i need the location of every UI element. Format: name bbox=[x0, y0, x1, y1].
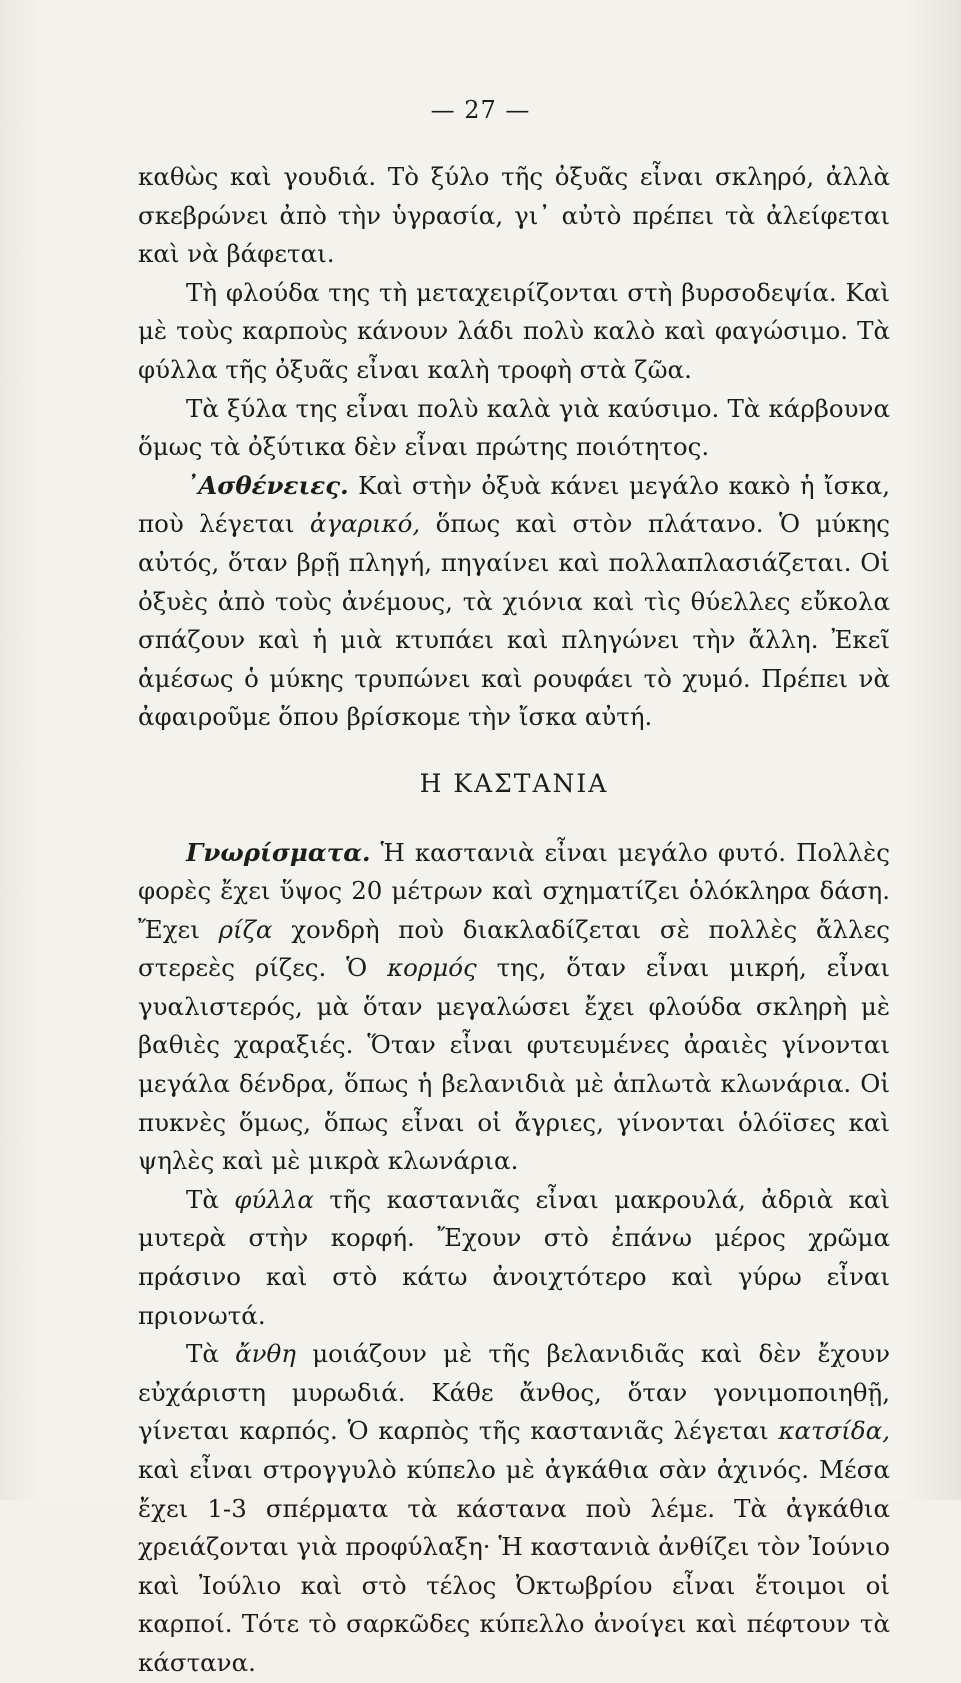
chestnut-paragraph-leaves bbox=[138, 1181, 890, 1335]
diseases-text-a: Καὶ στὴν ὀξυὰ κάνει μεγάλο κακὸ ἡ ἴσκα, ποὺ λέγεται bbox=[138, 470, 890, 539]
oak-paragraph-bark: Τὴ φλούδα της τὴ μεταχειρίζονται στὴ βυρσοδεψία. Καὶ μὲ τοὺς καρποὺς κάνουν λάδι πολὺ καλὸ καὶ φαγώσιμο. Τὰ φύλλα τῆς ὀξυᾶς εἶναι καλὴ τροφὴ στὰ ζῶα. bbox=[138, 277, 890, 384]
diseases-term: ἀγαρικό, bbox=[309, 509, 421, 539]
page-number: — 27 — bbox=[430, 96, 531, 124]
features-term-trunk: κορμός bbox=[387, 953, 477, 983]
chestnut-section-title: Η ΚΑΣΤΑΝΙΑ bbox=[419, 768, 609, 798]
features-term-root: ρίζα bbox=[218, 914, 273, 944]
leaves-text-a: Τὰ bbox=[186, 1184, 235, 1214]
flowers-text-c: καὶ εἶναι στρογγυλὸ κύπελο μὲ ἀγκάθια σὰν ἀχινός. Μέσα ἔχει 1-3 σπέρματα τὰ κάστανα ποὺ λέμε. Τὰ ἀγκάθια χρειάζονται γιὰ προφύλαξη· Ἡ καστανιὰ ἀνθίζει τὸν Ἰούνιο καὶ Ἰούλιο καὶ στὸ τέλος Ὀκτωβρίου εἶναι ἕτοιμοι οἱ καρποί. Τότε τὸ σαρκῶδες κύπελλο ἀνοίγει καὶ πέφτουν τὰ κάστανα. bbox=[138, 1455, 890, 1677]
diseases-heading: ᾿Ασθένειες. bbox=[186, 470, 349, 500]
oak-paragraph-fuel: Τὰ ξύλα της εἶναι πολὺ καλὰ γιὰ καύσιμο. Τὰ κάρβουνα ὅμως τὰ ὀξύτικα δὲν εἶναι πρώτης ποιότητος. bbox=[138, 393, 890, 462]
features-text-a: Ἡ καστανιὰ εἶναι μεγάλο φυτό. Πολλὲς φορὲς ἔχει ὕψος 20 μέτρων καὶ σχηματίζει ὁλόκληρα δάση. Ἔχει bbox=[138, 837, 890, 944]
leaves-term: φύλλα bbox=[234, 1184, 314, 1214]
flowers-text-a: Τὰ bbox=[186, 1339, 236, 1369]
flowers-text-b: μοιάζουν μὲ τῆς βελανιδιᾶς καὶ δὲν ἔχουν εὐχάριστη μυρωδιά. Κάθε ἄνθος, ὅταν γονιμοποιηθῇ, γίνεται καρπός. Ὁ καρπὸς τῆς καστανιᾶς λέγεται bbox=[138, 1339, 890, 1446]
page-body bbox=[138, 158, 890, 1683]
oak-paragraph-diseases bbox=[138, 467, 890, 737]
features-text-c: της, ὅταν εἶναι μικρή, εἶναι γυαλιστερός, μὰ ὅταν μεγαλώσει ἔχει φλούδα σκληρὴ μὲ βαθιὲς χαραξιές. Ὅταν εἶναι φυτευμένες ἀραιὲς γίνονται μεγάλα δένδρα, ὅπως ἡ βελανιδιὰ μὲ ἁπλωτὰ κλωνάρια. Οἱ πυκνὲς ὅμως, ὅπως εἶναι οἱ ἄγριες, γίνονται ὁλόϊσες καὶ ψηλὲς καὶ μὲ μικρὰ κλωνάρια. bbox=[138, 953, 890, 1176]
features-text-b: χονδρὴ ποὺ διακλαδίζεται σὲ πολλὲς ἄλλες στερεὲς ρίζες. Ὁ bbox=[138, 914, 891, 983]
features-heading: Γνωρίσματα. bbox=[186, 837, 371, 867]
fruit-term: κατσίδα, bbox=[778, 1416, 890, 1446]
chestnut-paragraph-flowers bbox=[138, 1335, 890, 1682]
diseases-text-b: ὅπως καὶ στὸν πλάτανο. Ὁ μύκης αὐτός, ὅταν βρῇ πληγή, πηγαίνει καὶ πολλαπλασιάζεται. Οἱ ὀξυὲς ἀπὸ τοὺς ἀνέμους, τὰ χιόνια καὶ τὶς θύελλες εὔκολα σπάζουν καὶ ἡ μιὰ κτυπάει καὶ πληγώνει τὴν ἄλλη. Ἐκεῖ ἀμέσως ὁ μύκης τρυπώνει καὶ ρουφάει τὸ χυμό. Πρέπει νὰ ἀφαιροῦμε ὅπου βρίσκομε τὴν ἴσκα αὐτή. bbox=[138, 509, 890, 732]
flowers-term: ἄνθη bbox=[235, 1339, 296, 1369]
chestnut-paragraph-features bbox=[138, 834, 890, 1181]
leaves-text-b: τῆς καστανιᾶς εἶναι μακρουλά, ἀδριὰ καὶ μυτερὰ στὴν κορφή. Ἔχουν στὸ ἐπάνω μέρος χρῶμα πράσινο καὶ στὸ κάτω ἀνοιχτότερο καὶ γύρω εἶναι πριονωτά. bbox=[138, 1184, 890, 1330]
oak-paragraph-wood: καθὼς καὶ γουδιά. Τὸ ξύλο τῆς ὀξυᾶς εἶναι σκληρό, ἀλλὰ σκεβρώνει ἀπὸ τὴν ὑγρασία, γι᾿ αὐτὸ πρέπει τὰ ἀλείφεται καὶ νὰ βάφεται. bbox=[138, 162, 890, 269]
